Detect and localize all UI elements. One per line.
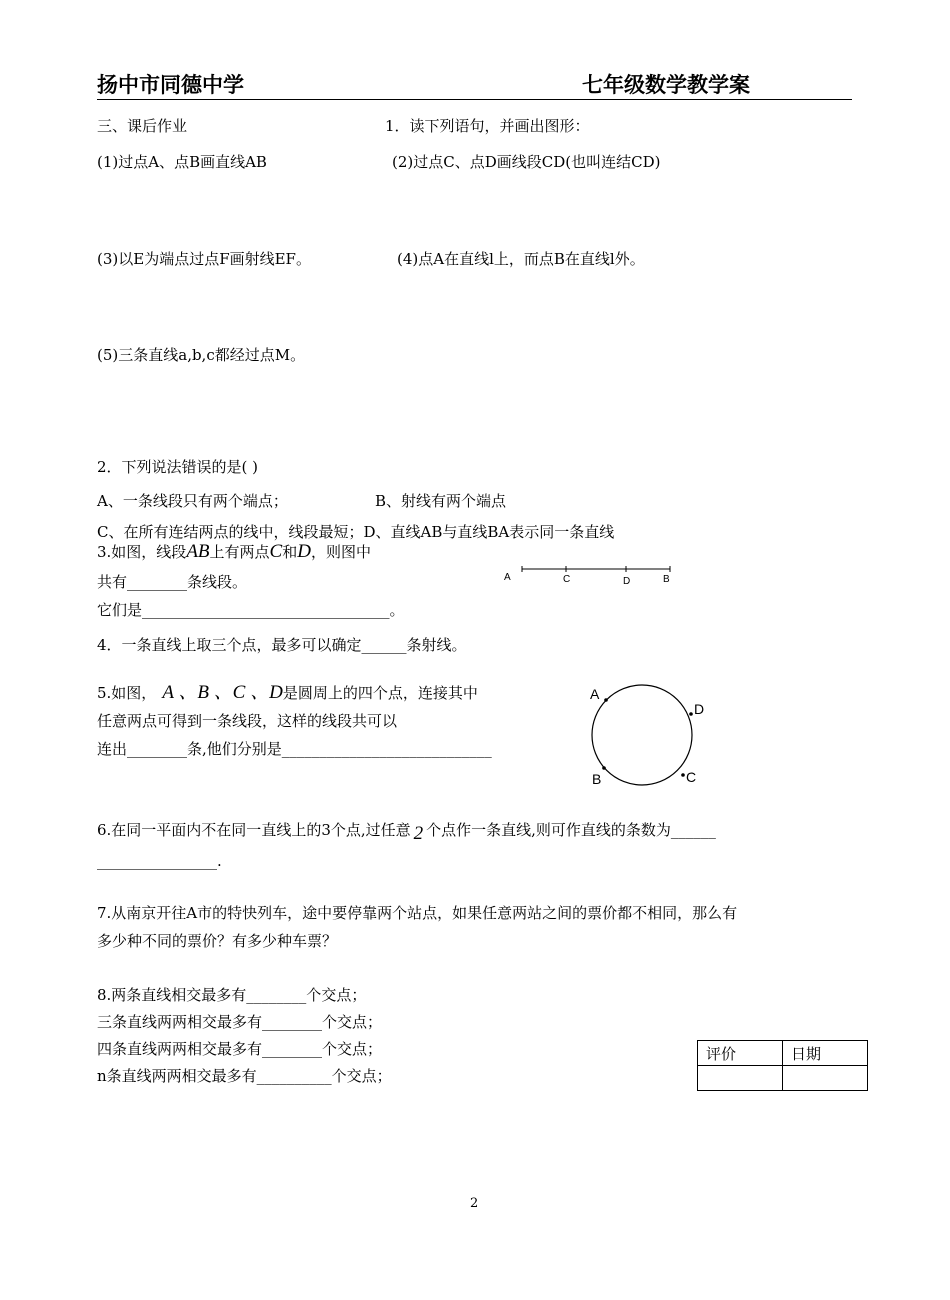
evaluation-table: [697, 1040, 868, 1091]
circle-label-a: A: [590, 686, 600, 702]
circle-label-b: B: [592, 771, 602, 787]
q8-line4: n条直线两两相交最多有__________个交点；: [97, 1067, 392, 1085]
q6-line1: [97, 820, 716, 844]
q3-text-c: ，则图中: [310, 543, 371, 561]
q4-text: 4．一条直线上取三个点，最多可以确定______条射线。: [97, 636, 467, 654]
dot-a: [604, 698, 608, 702]
q2-option-a: A、一条线段只有两个端点；: [97, 492, 288, 510]
q5-line3: 连出________条,他们分别是____________________________: [97, 740, 492, 758]
q3-and: 和: [282, 543, 298, 561]
dot-d: [689, 712, 693, 716]
school-name: 扬中市同德中学: [97, 73, 244, 97]
q1-part3: (3)以E为端点过点F画射线EF。: [97, 250, 311, 268]
q1-prompt: 1．读下列语句，并画出图形：: [385, 117, 590, 135]
q7-line2: 多少种不同的票价？有多少种车票？: [97, 932, 338, 950]
dot-c: [681, 773, 685, 777]
q3-line1: [97, 542, 371, 562]
q6-two: 2: [413, 823, 424, 844]
q2-option-b: B、射线有两个端点: [375, 492, 507, 510]
segment-figure: [498, 560, 688, 590]
q5-text-b: 是圆周上的四个点，连接其中: [282, 684, 478, 702]
q3-point-c: C: [269, 541, 283, 562]
header-rule: [97, 99, 852, 100]
q3-point-d: D: [297, 541, 311, 562]
q1-part1: (1)过点A、点B画直线AB: [97, 153, 267, 171]
rating-cell[interactable]: [698, 1066, 783, 1091]
q3-line3: 它们是_________________________________。: [97, 601, 405, 619]
q5-line2: 任意两点可得到一条线段，这样的线段共可以: [97, 712, 398, 730]
date-header: 日期: [783, 1041, 868, 1066]
q3-text-a: 3.如图，线段: [97, 543, 187, 561]
date-cell[interactable]: [783, 1066, 868, 1091]
circle-label-d: D: [694, 701, 705, 717]
circle-figure: [585, 678, 720, 793]
q7-line1: 7.从南京开往A市的特快列车，途中要停靠两个站点，如果任意两站之间的票价都不相同，那么有: [97, 904, 738, 922]
q5-line1: [97, 683, 478, 703]
course-title: 七年级数学教学案: [582, 73, 750, 97]
q1-part2: (2)过点C、点D画线段CD(也叫连结CD): [392, 153, 661, 171]
q3-segment-ab: AB: [186, 541, 210, 562]
q8-line3: 四条直线两两相交最多有________个交点；: [97, 1040, 383, 1058]
q1-part4: (4)点A在直线l上，而点B在直线l外。: [397, 250, 645, 268]
q5-text-a: 5.如图，: [97, 684, 157, 702]
q5-points: A 、B 、C 、D: [162, 682, 283, 703]
rating-header: 评价: [698, 1041, 783, 1066]
q3-text-b: 上有两点: [209, 543, 270, 561]
q2-stem: 2．下列说法错误的是( ): [97, 458, 259, 476]
dot-b: [602, 766, 606, 770]
q1-part5: (5)三条直线a,b,c都经过点M。: [97, 346, 306, 364]
section-title: 三、课后作业: [97, 117, 188, 135]
label-c: C: [563, 574, 571, 585]
q3-line2: 共有________条线段。: [97, 573, 248, 591]
q8-line1: 8.两条直线相交最多有________个交点；: [97, 986, 367, 1004]
label-b: B: [663, 574, 670, 585]
circle-label-c: C: [686, 769, 697, 785]
page-number: 2: [470, 1196, 479, 1211]
q6-text-b: 个点作一条直线,则可作直线的条数为______: [426, 821, 716, 839]
q6-line2: ________________.: [97, 852, 222, 870]
q8-line2: 三条直线两两相交最多有________个交点；: [97, 1013, 383, 1031]
q2-option-cd: C、在所有连结两点的线中，线段最短；D、直线AB与直线BA表示同一条直线: [97, 523, 615, 541]
q6-text-a: 6.在同一平面内不在同一直线上的3个点,过任意: [97, 821, 411, 839]
label-d: D: [623, 576, 631, 587]
label-a: A: [504, 572, 511, 583]
